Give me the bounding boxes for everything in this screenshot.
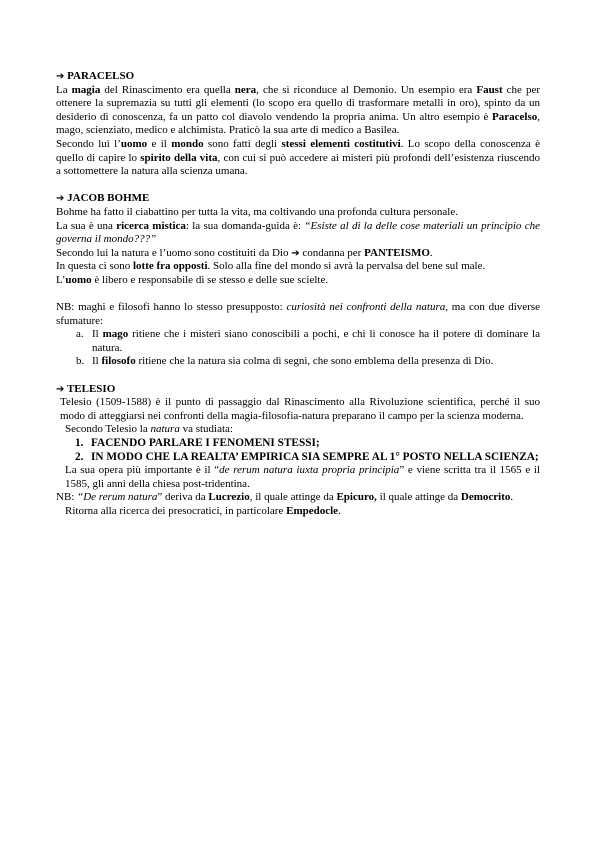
paragraph-bohme-1: Bohme ha fatto il ciabattino per tutta la vita, ma coltivando una profonda cultura personale. — [56, 205, 458, 218]
paragraph-paracelso-1: La magia del Rinascimento era quella nera, che si riconduce al Demonio. Un esempio era Faust che per ottenere la supremazia su tutti gli elementi (lo scopo era quello di trasformare metalli in oro), spinto da un desiderio di conoscenza, fa un patto col diavolo vendendo la propria anima. Un altro esempio è Paracelso, mago, scienziato, medico e alchimista. Praticò la sua arte di medico a Basilea. — [56, 83, 541, 137]
arrow-icon: ➔ — [56, 71, 65, 82]
paragraph-bohme-2: La sua è una ricerca mistica: la sua domanda-guida è: “Esiste al di la delle cose materiali un principio che governa il mondo???” — [56, 219, 540, 246]
spacer — [56, 369, 540, 383]
list-maghi-filosofi — [56, 328, 540, 369]
paragraph-bohme-5: L’uomo è libero e responsabile di se stesso e delle sue scielte. — [56, 273, 329, 286]
list-item: b. Il filosofo ritiene che la natura sia colma di segni, che sono emblema della presenza di Dio. — [76, 355, 494, 368]
arrow-icon: ➔ — [56, 383, 65, 395]
paragraph-telesio-5: Ritorna alla ricerca dei presocratici, in particolare Empedocle. — [65, 505, 341, 517]
spacer — [56, 179, 540, 193]
paragraph-telesio-1: Telesio (1509-1588) è il punto di passaggio dal Rinascimento alla Rivoluzione scientifica, perché il suo modo di atteggiarsi nei confronti della magia-filosofia-natura preparano il campo per la scienza moderna. — [60, 396, 540, 422]
paragraph-paracelso-2: Secondo lui l’uomo e il mondo sono fatti degli stessi elementi costitutivi. Lo scopo della conoscenza è quello di capire lo spirito della vita, con cui si può accedere ai misteri più profondi dell’esistenza riuscendo a sottomettere la natura alla scienza umana. — [56, 137, 540, 178]
heading-text: PARACELSO — [67, 70, 135, 82]
list-item: 1. FACENDO PARLARE I FENOMENI STESSI; — [75, 437, 320, 450]
paragraph-telesio-4: NB: “De rerum natura” deriva da Lucrezio, il quale attinge da Epicuro, il quale attinge da Democrito. — [56, 491, 514, 504]
section-heading-bohme — [56, 192, 540, 206]
section-heading-telesio — [56, 383, 540, 397]
paragraph-bohme-4: In questa ci sono lotte fra opposti. Solo alla fine del mondo si avrà la pervalsa del bene sul male. — [56, 260, 486, 273]
heading-text: JACOB BOHME — [67, 192, 150, 205]
arrow-icon: ➔ — [291, 247, 300, 259]
spacer — [56, 288, 540, 302]
list-item: 2. IN MODO CHE LA REALTA’ EMPIRICA SIA SEMPRE AL 1° POSTO NELLA SCIENZA; — [75, 450, 539, 463]
paragraph-bohme-3: Secondo lui la natura e l’uomo sono costituiti da Dio ➔ condanna per PANTEISMO. — [56, 246, 433, 259]
paragraph-telesio-3: La sua opera più importante è il “de rerum natura iuxta propria principia” e viene scritta tra il 1565 e il 1585, gli anni della chiesa post-tridentina. — [65, 464, 541, 490]
heading-text: TELESIO — [66, 382, 116, 395]
list-item: a. Il mago ritiene che i misteri siano conoscibili a pochi, e chi li conosce ha il potere di dominare la natura. — [76, 328, 540, 354]
list-telesio-principles — [56, 437, 540, 464]
arrow-icon: ➔ — [56, 193, 65, 205]
paragraph-nb-maghi: NB: maghi e filosofi hanno lo stesso presupposto: curiosità nei confronti della natura, ma con due diverse sfumature: — [56, 301, 541, 327]
section-heading-paracelso — [56, 70, 540, 84]
document-body — [56, 70, 540, 519]
paragraph-telesio-2: Secondo Telesio la natura va studiata: — [65, 423, 233, 436]
